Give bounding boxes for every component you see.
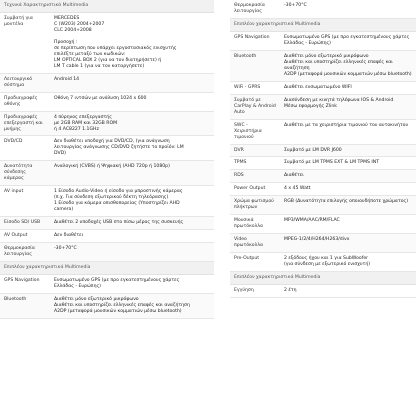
spec-key: TPMS <box>234 160 247 166</box>
spec-value: Ενσωματωμένο GPS (με προ εγκατεστημένους χάρτες Ελλάδας - Ευρώπης) <box>54 278 180 289</box>
spec-value: Δεν διαθέτει <box>54 233 84 239</box>
spec-value: Οθόνη 7 ιντσών με ανάλυση 1024 x 600 <box>54 95 147 101</box>
spec-row <box>0 186 214 217</box>
spec-value: MPEG-1/2/4/H264/H263/divx <box>284 237 350 243</box>
spec-value: Διαθέτει ενσωματωμένο WIFI <box>284 84 352 90</box>
spec-value: Android 14 <box>54 76 80 82</box>
spec-value: Διαθέτει <box>284 173 304 179</box>
spec-value: 2 έτη <box>284 288 297 294</box>
spec-row <box>0 112 214 137</box>
spec-key: Εγγύηση <box>234 288 254 294</box>
spec-value: 2 εξόδους ήχου και 1 για SubWoofer (για σύνδεση με εξωτερικό ενισχυτή) <box>284 256 371 268</box>
spec-row <box>230 95 416 120</box>
spec-key: Power Output <box>234 186 266 192</box>
spec-key: Bluetooth <box>234 53 257 59</box>
spec-key: Προδιαγραφές επεξεργαστή και μνήμης <box>4 114 43 132</box>
spec-value: Διαθέτει μόνο εξωτερικό μικρόφωνο Διαθέτει και υποστηρίζει ελληνικές επαφές και αναζήτηση A2DP (μεταφορά μουσικών κομματιών μέσω bluetooth) <box>284 53 412 77</box>
spec-value: Διαθέτει με τα χειριστήρια τιμονιού του αυτοκινήτου <box>284 122 409 128</box>
spec-key: Λειτουργικό σύστημα <box>4 76 33 88</box>
spec-row <box>0 294 214 319</box>
spec-value: Διαθέτει 2 υποδοχές USB στο πίσω μέρος της συσκευής <box>54 220 184 226</box>
spec-key: AV input <box>4 189 24 195</box>
spec-value: RGB (Δυνατότητα επιλογής οποιουδήποτε χρώματος) <box>284 199 409 205</box>
spec-key: Συμβατή για μοντέλα <box>4 15 33 27</box>
spec-value: Δεν διαθέτει υποδοχή για DVD/CD, (για ανάγνωση λειτουργίας ανάγνωσης CD/DVD ζητήστε το προϊόν: LM DVD) <box>54 139 184 157</box>
spec-row <box>0 136 214 161</box>
spec-row <box>230 82 416 95</box>
section-header: Επιπλέον χαρακτηριστικά Multimedia <box>230 272 416 285</box>
spec-key: WiFi - GPRS <box>234 84 261 90</box>
left-spec-table <box>0 0 214 319</box>
spec-row <box>230 0 416 19</box>
spec-key: Pre-Output <box>234 256 260 262</box>
spec-row <box>0 13 214 74</box>
spec-key: Video πρωτόκολλα <box>234 237 264 249</box>
spec-rows <box>230 285 416 298</box>
spec-row <box>0 74 214 93</box>
spec-value: -30+70°C <box>284 3 307 8</box>
spec-rows <box>0 275 214 319</box>
section-header: Τεχνικά Χαρακτηριστικά Multimedia <box>0 0 214 13</box>
spec-key: SWC - Χειριστήρια τιμονιού <box>234 122 262 140</box>
spec-key: Προδιαγραφές οθόνης <box>4 95 38 107</box>
spec-value: MERCEDES C (W203) 2004+2007 CLC 2004+2008 Προσοχή : σε περίπτωση που υπάρχει εργοστασιακός ενισχυτής επιλέξτε μεταξύ των κωδικών: LM OPTICAL BOX 2 (για να τον διατηρήσετε) ή LM T cable 1 (για να τον καταργήσετε) <box>54 15 177 69</box>
spec-row <box>0 275 214 294</box>
spec-key: AV Output <box>4 233 28 239</box>
spec-row <box>0 217 214 230</box>
spec-row <box>230 120 416 145</box>
spec-key: Είσοδο SD/ USB <box>4 220 41 226</box>
spec-row <box>0 243 214 262</box>
spec-row <box>230 32 416 51</box>
spec-key: Χρώμα φωτισμού πλήκτρων <box>234 199 274 211</box>
spec-key: GPS Navigation <box>234 34 270 40</box>
spec-row <box>230 196 416 215</box>
spec-row <box>0 230 214 243</box>
right-spec-table <box>230 0 416 298</box>
section-header: Επιπλέον χαρακτηριστικά Multimedia <box>230 19 416 32</box>
spec-row <box>230 157 416 170</box>
spec-value: -30+70°C <box>54 246 77 252</box>
spec-key: RDS <box>234 173 244 179</box>
spec-row <box>230 253 416 272</box>
spec-row <box>230 51 416 82</box>
spec-row <box>230 170 416 183</box>
spec-key: DVD/CD <box>4 139 23 145</box>
spec-key: Bluetooth <box>4 296 27 302</box>
spec-rows <box>230 32 416 272</box>
spec-key: Θερμοκρασία λειτουργίας <box>234 3 265 14</box>
spec-value: 4 x 45 Watt <box>284 186 311 192</box>
spec-value: Αναλογική (CVBS) ή Ψηφιακή (AHD 720p ή 1080p) <box>54 164 170 170</box>
spec-value: 1 Είσοδο Audio-Video ή είσοδο για μπροστινής κάμερας (π.χ. Για σύνδεση εξωτερικού δέκτη τηλεόρασης) 1 Είσοδο για κάμερα οπισθοπορείας (Υποστηρίζει AHD camera) <box>54 189 183 213</box>
spec-key: DVR <box>234 147 244 153</box>
spec-value: Συμβατό με LM TPMS EXT & LM TPMS INT <box>284 160 380 166</box>
spec-row <box>230 234 416 253</box>
spec-key: Συμβατό με CarPlay & Android Auto <box>234 97 276 115</box>
section-header: Επιπλέον χαρακτηριστικά Multimedia <box>0 262 214 275</box>
spec-row <box>0 161 214 186</box>
spec-row <box>0 93 214 112</box>
spec-value: Ενσωματωμένο GPS (με προ εγκατεστημένους χάρτες Ελλάδας - Ευρώπης) <box>284 34 410 46</box>
spec-value: MP3/WMA/AAC/RM/FLAC <box>284 218 340 224</box>
spec-rows <box>0 13 214 262</box>
spec-value: Διαθέτει μόνο εξωτερικό μικρόφωνο Διαθέτει και υποστηρίζει ελληνικές επαφές και αναζήτηση A2DP (μεταφορά μουσικών κομματιών μέσω bluetooth) <box>54 296 190 314</box>
spec-key: Μουσικά πρωτόκολλα <box>234 218 264 230</box>
spec-row <box>230 145 416 158</box>
spec-key: GPS Navigation <box>4 278 40 283</box>
spec-value: 4 πύρηνος επεξεργαστής με 2GB RAM και 32GB ROM ή 4 AC8227 1.1GHz <box>54 114 118 132</box>
spec-row <box>230 183 416 196</box>
spec-value: Συμβατό με LM DVR J600 <box>284 147 342 153</box>
spec-rows <box>230 0 416 19</box>
spec-value: Διασύνδεση με κινητά τηλέφωνα IOS & Android Μέσω εφαρμογής Zlink <box>284 97 394 109</box>
spec-key: Δυνατότητα σύνδεσης κάμερας <box>4 164 33 182</box>
spec-row <box>230 285 416 298</box>
spec-key: Θερμοκρασία λειτουργίας <box>4 246 35 258</box>
spec-row <box>230 215 416 234</box>
